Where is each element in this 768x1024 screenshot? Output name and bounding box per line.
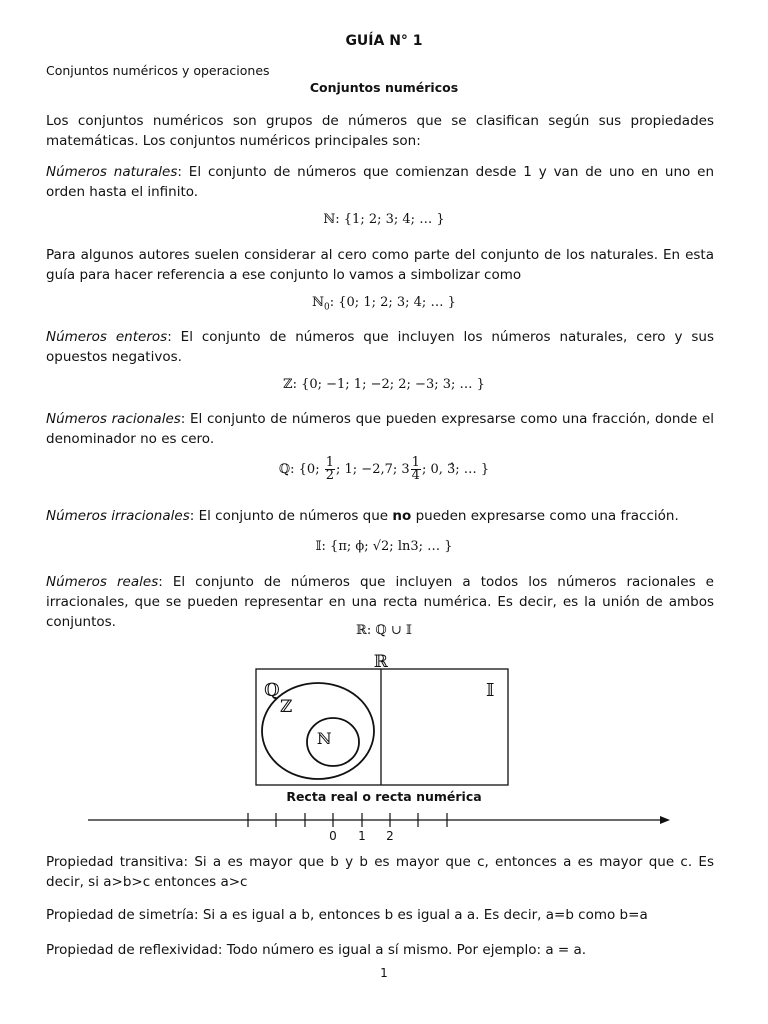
racionales-formula <box>0 457 768 482</box>
fraction-one-quarter-denominator: 4 <box>411 468 420 483</box>
fraction-one-half-denominator: 2 <box>325 468 334 483</box>
propiedad-reflexividad: Propiedad de reflexividad: Todo número es igual a sí mismo. Por ejemplo: a = a. <box>46 942 587 958</box>
number-line <box>0 808 768 848</box>
propiedad-transitiva: Propiedad transitiva: Si a es mayor que b y b es mayor que c, entonces a es mayor que c. Es decir, si a>b>c entonces a>c <box>46 854 714 890</box>
racionales-term: Números racionales <box>46 411 181 427</box>
racionales-formula-pre: ℚ: {0; <box>278 462 324 477</box>
racionales-formula-mid: ; 1; −2,7; 3 <box>336 462 410 477</box>
reales-box <box>256 669 508 785</box>
naturales-cero-formula <box>0 295 768 313</box>
irracionales-text-post: pueden expresarse como una fracción. <box>411 508 679 524</box>
diagram-label-enteros: ℤ <box>280 697 293 717</box>
irracionales-text-bold: no <box>392 508 412 524</box>
diagram-label-naturales: ℕ <box>317 729 332 748</box>
irracionales-formula: 𝕀: {π; ϕ; √2; ln3; … } <box>315 539 453 554</box>
irracionales-paragraph <box>46 506 714 526</box>
fraction-one-quarter <box>411 457 421 482</box>
reales-text: : El conjunto de números que incluyen a todos los números racionales e irracionales, que se pueden representar en una recta numérica. Es decir, es la unión de ambos conjuntos. <box>46 574 714 630</box>
fraction-one-quarter-numerator: 1 <box>411 455 420 470</box>
naturales-text: : El conjunto de números que comienzan desde 1 y van de uno en uno en orden hasta el infinito. <box>46 164 714 200</box>
irracionales-text-pre: : El conjunto de números que <box>189 508 393 524</box>
fraction-one-half <box>325 457 335 482</box>
fraction-one-half-numerator: 1 <box>325 455 334 470</box>
naturales-ellipse <box>307 718 359 766</box>
number-line-tick-label: 0 <box>329 829 337 843</box>
page-title: GUÍA N° 1 <box>345 33 423 49</box>
number-line-tick-label: 2 <box>386 829 394 843</box>
naturales-cero-symbol: ℕ <box>312 295 325 310</box>
racionales-formula-post: ; 0, 3̂; … } <box>421 462 490 477</box>
racionales-text: : El conjunto de números que pueden expresarse como una fracción, donde el denominador no es cero. <box>46 411 714 447</box>
naturales-cero-subscript: 0 <box>324 302 330 313</box>
section-title: Conjuntos numéricos <box>309 80 459 95</box>
naturales-cero-set: : {0; 1; 2; 3; 4; … } <box>329 295 456 310</box>
racionales-paragraph <box>46 409 714 449</box>
cero-note-paragraph: Para algunos autores suelen considerar al cero como parte del conjunto de los naturales. En esta guía para hacer referencia a ese conjunto lo vamos a simbolizar como <box>46 247 714 283</box>
enteros-text: : El conjunto de números que incluyen los números naturales, cero y sus opuestos negativos. <box>46 329 714 365</box>
subject-line: Conjuntos numéricos y operaciones <box>46 63 270 78</box>
reales-term: Números reales <box>46 574 159 590</box>
irracionales-term: Números irracionales <box>46 508 190 524</box>
naturales-formula: ℕ: {1; 2; 3; 4; … } <box>323 212 445 227</box>
enteros-paragraph <box>46 327 714 367</box>
enteros-formula: ℤ: {0; −1; 1; −2; 2; −3; 3; … } <box>283 377 485 392</box>
number-line-arrow-icon <box>660 816 670 824</box>
naturales-paragraph <box>46 162 714 202</box>
page-number: 1 <box>380 966 388 980</box>
diagram-label-racionales: ℚ <box>264 680 280 701</box>
intro-paragraph: Los conjuntos numéricos son grupos de números que se clasifican según sus propiedades matemáticas. Los conjuntos numéricos principales son: <box>46 113 714 149</box>
diagram-label-irracionales: 𝕀 <box>486 680 495 701</box>
reales-formula: ℝ: ℚ ∪ 𝕀 <box>356 623 412 638</box>
naturales-term: Números naturales <box>46 164 178 180</box>
propiedad-simetria: Propiedad de simetría: Si a es igual a b, entonces b es igual a a. Es decir, a=b como b=a <box>46 907 648 923</box>
enteros-term: Números enteros <box>46 329 168 345</box>
number-sets-diagram <box>0 640 768 790</box>
number-line-tick-label: 1 <box>358 829 366 843</box>
diagram-label-reales: ℝ <box>373 652 389 672</box>
number-line-title: Recta real o recta numérica <box>286 789 482 804</box>
